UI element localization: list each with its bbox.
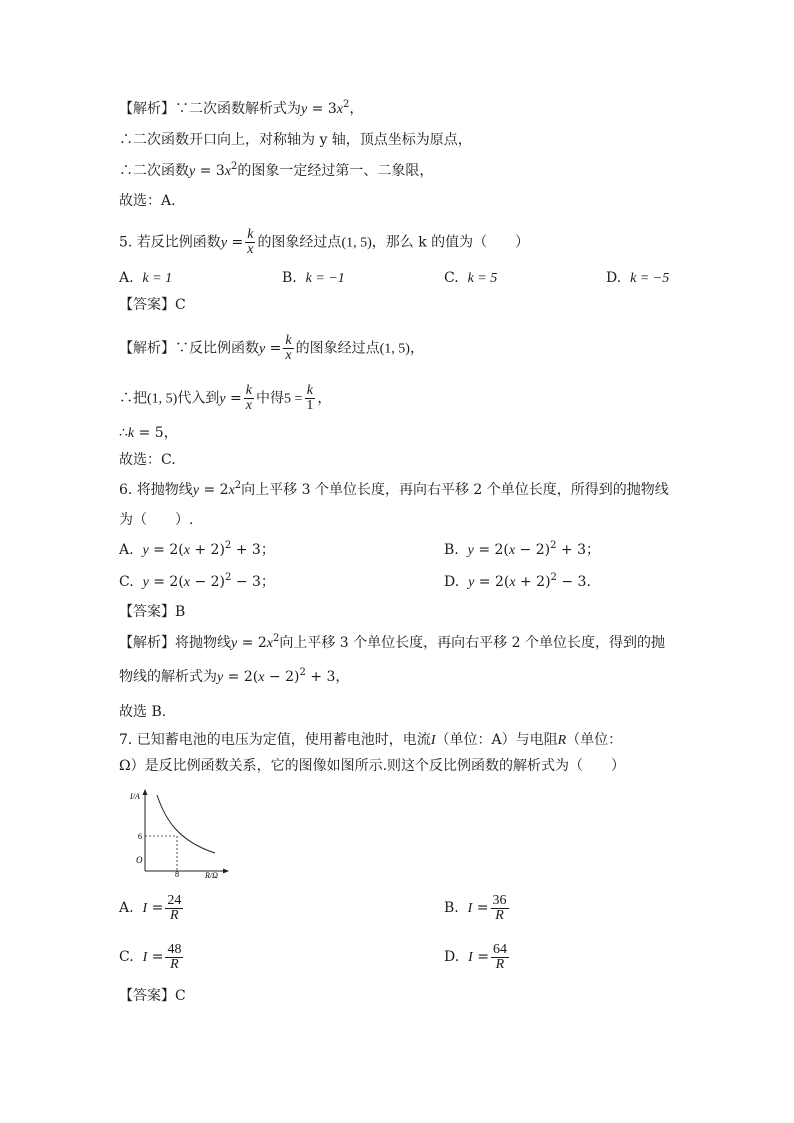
solution-line-2: ∴二次函数开口向上，对称轴为 y 轴，顶点坐标为原点， bbox=[119, 132, 472, 148]
fraction: $\frac{k}{x}$ bbox=[245, 383, 252, 413]
q5-option-c: C. k = 5 bbox=[444, 270, 498, 286]
q5-option-a: A. k = 1 bbox=[119, 270, 173, 286]
question-7-line-2: Ω）是反比例函数关系，它的图像如图所示.则这个反比例函数的解析式为（ ） bbox=[119, 758, 626, 774]
q7-option-a: A. I = $\frac{24}{R}$ bbox=[119, 892, 182, 923]
q6-option-b: B. $y = 2(x - 2)^2 + 3$； bbox=[444, 540, 601, 558]
q7-option-c: C. I = $\frac{48}{R}$ bbox=[119, 941, 182, 972]
q7-option-b: B. I = $\frac{36}{R}$ bbox=[444, 892, 507, 923]
fraction: $\frac{24}{R}$ bbox=[167, 892, 182, 923]
fraction: $\frac{36}{R}$ bbox=[492, 892, 507, 923]
q6-option-a: A. $y = 2(x + 2)^2 + 3$； bbox=[119, 540, 275, 558]
question-5: 5. 若反比例函数y = $\frac{k}{x}$ 的图象经过点(1, 5)，那么 k 的值为（ ） bbox=[119, 227, 530, 257]
q6-option-c: C. $y = 2(x - 2)^2 - 3$； bbox=[119, 572, 275, 590]
x-axis-label: R/Ω bbox=[205, 871, 218, 879]
solution-line-3: ∴二次函数$y = 3x^2$的图象一定经过第一、二象限， bbox=[119, 161, 434, 179]
question-7-line-1: 7. 已知蓄电池的电压为定值，使用蓄电池时，电流I（单位：A）与电阻R（单位： bbox=[119, 732, 623, 748]
solution-5-line-2: ∴把(1, 5)代入到y = $\frac{k}{x}$ 中得5 = $\frac{k}{1}$ ， bbox=[119, 383, 332, 413]
answer-6: 【答案】B bbox=[119, 604, 186, 620]
q6-option-d: D. $y = 2(x + 2)^2 - 3$. bbox=[444, 572, 591, 590]
solution-6-line-3: 故选 B. bbox=[119, 704, 167, 720]
question-6-line-1: 6. 将抛物线$y = 2x^2$向上平移 3 个单位长度，再向右平移 2 个单位长度，所得到的抛物线 bbox=[119, 480, 669, 498]
solution-5-line-4: 故选：C. bbox=[119, 452, 176, 468]
fraction: $\frac{k}{1}$ bbox=[306, 383, 314, 413]
fraction: $\frac{k}{x}$ bbox=[247, 227, 254, 257]
solution-line-1: 【解析】∵二次函数解析式为$y = 3x^2$， bbox=[119, 99, 364, 117]
inverse-function-graph bbox=[130, 787, 230, 879]
fraction: $\frac{48}{R}$ bbox=[167, 941, 182, 972]
y-tick-label: 6 bbox=[138, 832, 142, 841]
answer-7: 【答案】C bbox=[119, 988, 186, 1004]
fraction: $\frac{64}{R}$ bbox=[492, 941, 507, 972]
answer-choice-line: 故选：A. bbox=[119, 193, 176, 209]
solution-6-line-2: 物线的解析式为$y = 2(x - 2)^2 + 3$， bbox=[119, 667, 350, 685]
q5-option-b: B. k = −1 bbox=[282, 270, 345, 286]
solution-5-line-1: 【解析】∵反比例函数y = $\frac{k}{x}$ 的图象经过点(1, 5)， bbox=[119, 333, 424, 363]
q5-option-d: D. k = −5 bbox=[606, 270, 670, 286]
origin-label: O bbox=[136, 855, 143, 865]
solution-6-line-1: 【解析】将抛物线$y = 2x^2$向上平移 3 个单位长度，再向右平移 2 个单位长度，得到的抛 bbox=[119, 633, 665, 651]
y-axis-label: I/A bbox=[130, 792, 140, 801]
x-tick-label: 8 bbox=[175, 870, 179, 879]
question-6-line-2: 为（ ）. bbox=[119, 512, 194, 528]
fraction: $\frac{k}{x}$ bbox=[285, 333, 292, 363]
solution-5-line-3: ∴k = 5， bbox=[119, 425, 178, 441]
answer-5: 【答案】C bbox=[119, 297, 186, 313]
q7-option-d: D. I = $\frac{64}{R}$ bbox=[444, 941, 507, 972]
